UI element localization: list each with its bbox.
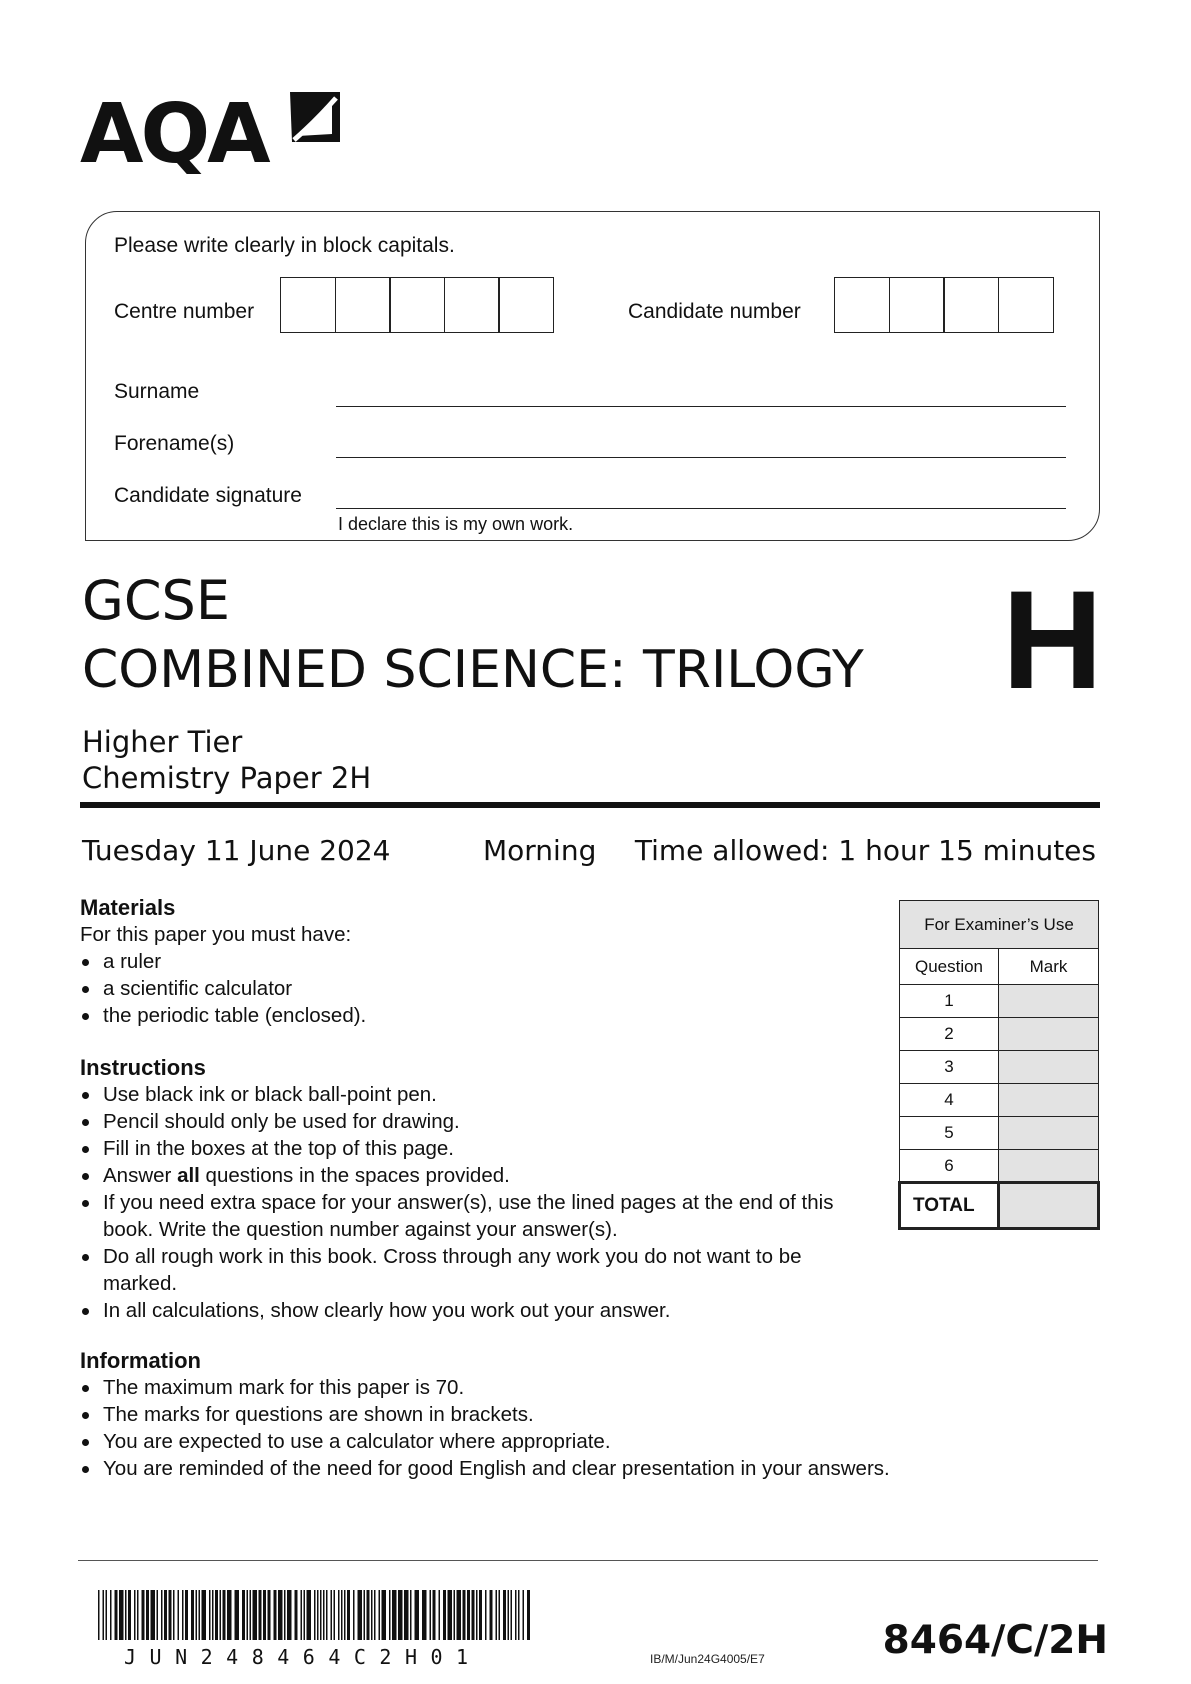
mark-cell[interactable] [999,1084,1099,1117]
total-mark-cell[interactable] [999,1183,1099,1229]
aqa-logo [80,88,350,188]
centre-number-digit-box[interactable] [444,277,500,333]
tier-letter: H [1001,561,1103,718]
mark-cell[interactable] [999,1018,1099,1051]
logo-flag-icon [284,90,342,148]
centre-number-digit-box[interactable] [335,277,391,333]
centre-number-digit-box[interactable] [389,277,445,333]
question-number: 6 [900,1150,999,1183]
question-number: 2 [900,1018,999,1051]
instructions-item-part: Answer [103,1164,178,1187]
surname-label: Surname [114,380,200,403]
centre-number-boxes[interactable] [280,277,554,333]
question-number: 5 [900,1117,999,1150]
instructions-item-emphasis: all [177,1164,200,1187]
block-capitals-instruction: Please write clearly in block capitals. [114,234,455,257]
question-number: 1 [900,985,999,1018]
question-column-header: Question [900,949,999,985]
mark-cell[interactable] [999,1117,1099,1150]
examiner-use-table [898,900,1100,1230]
signature-write-line[interactable] [336,508,1066,509]
time-allowed: Time allowed: 1 hour 15 minutes [634,834,1096,867]
exam-session: Morning [483,834,597,867]
exam-date: Tuesday 11 June 2024 [82,834,391,867]
table-row [900,1117,1099,1150]
information-list [80,1374,1080,1482]
forenames-write-line[interactable] [336,457,1066,458]
instructions-heading: Instructions [80,1055,206,1080]
information-item: You are reminded of the need for good English and clear presentation in your answers. [80,1455,1080,1482]
instructions-item: In all calculations, show clearly how you work out your answer. [80,1297,880,1324]
mark-cell[interactable] [999,1051,1099,1084]
candidate-number-digit-box[interactable] [889,277,945,333]
candidate-number-digit-box[interactable] [834,277,890,333]
centre-number-label: Centre number [114,300,255,323]
total-label: TOTAL [900,1183,999,1229]
information-section [80,1348,1080,1482]
information-item: The marks for questions are shown in brackets. [80,1401,1080,1428]
instructions-item: Pencil should only be used for drawing. [80,1108,880,1135]
table-row [900,1150,1099,1183]
information-heading: Information [80,1348,201,1373]
instructions-section [80,1055,880,1324]
barcode-icon [96,1590,536,1644]
qualification-title: GCSE [82,569,230,632]
candidate-number-boxes[interactable] [834,277,1054,333]
instructions-list [80,1081,880,1324]
subject-title: COMBINED SCIENCE: TRILOGY [82,640,864,700]
logo-text: AQA [80,87,268,182]
instructions-item: Fill in the boxes at the top of this page. [80,1135,880,1162]
table-row [900,1051,1099,1084]
total-row [900,1183,1099,1229]
information-item: The maximum mark for this paper is 70. [80,1374,1080,1401]
table-row [900,985,1099,1018]
centre-number-digit-box[interactable] [498,277,554,333]
table-row [900,1084,1099,1117]
candidate-number-digit-box[interactable] [998,277,1054,333]
instructions-item [80,1162,880,1189]
materials-item: a scientific calculator [80,975,880,1002]
paper-title: Chemistry Paper 2H [82,761,372,795]
centre-number-digit-box[interactable] [280,277,336,333]
surname-write-line[interactable] [336,406,1066,407]
examiner-table-title: For Examiner’s Use [900,901,1099,949]
materials-section [80,895,880,1029]
table-row [900,1018,1099,1051]
mark-cell[interactable] [999,985,1099,1018]
forenames-label: Forename(s) [114,432,235,455]
instructions-item: Do all rough work in this book. Cross through any work you do not want to be marked. [80,1243,880,1297]
materials-heading: Materials [80,895,176,920]
candidate-number-label: Candidate number [628,300,801,323]
instructions-item: If you need extra space for your answer(s), use the lined pages at the end of this book. Write the question number against your answer(s). [80,1189,880,1243]
materials-item: a ruler [80,948,880,975]
instructions-item-part: questions in the spaces provided. [199,1164,510,1187]
paper-code: 8464/C/2H [882,1618,1108,1663]
instructions-item: Use black ink or black ball-point pen. [80,1081,880,1108]
signature-label: Candidate signature [114,484,302,507]
mark-column-header: Mark [999,949,1099,985]
question-number: 4 [900,1084,999,1117]
footer-divider [78,1560,1098,1561]
tier-title: Higher Tier [82,725,243,759]
materials-intro: For this paper you must have: [80,923,352,946]
candidate-number-digit-box[interactable] [943,277,999,333]
declaration-text: I declare this is my own work. [338,514,574,534]
information-item: You are expected to use a calculator where appropriate. [80,1428,1080,1455]
mark-cell[interactable] [999,1150,1099,1183]
materials-list [80,948,880,1029]
materials-item: the periodic table (enclosed). [80,1002,880,1029]
barcode-text: JUN248464C2H01 [124,1645,482,1669]
title-divider [80,802,1100,808]
reference-code: IB/M/Jun24G4005/E7 [650,1652,765,1666]
question-number: 3 [900,1051,999,1084]
